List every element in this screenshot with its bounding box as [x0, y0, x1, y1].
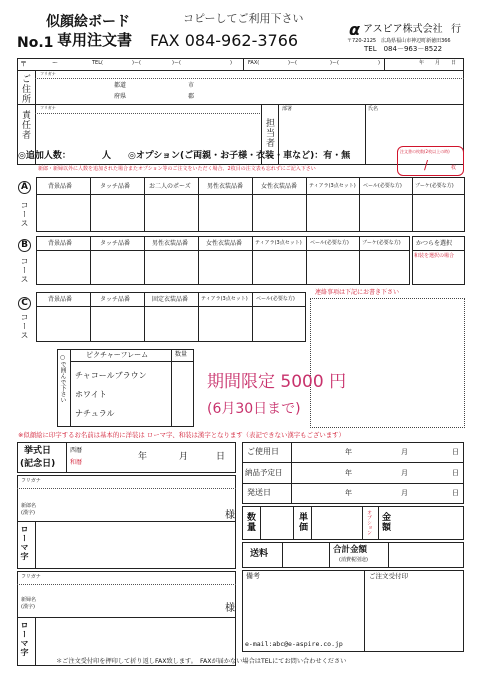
use-date-label: ご使用日	[247, 447, 279, 456]
name-label: 氏名	[368, 106, 379, 112]
company-tel: TEL 084－963－8522	[364, 45, 443, 53]
frame-title: ピクチャーフレーム	[86, 351, 149, 359]
shi-label: 市	[188, 82, 195, 89]
ceremony-label-2: (記念日)	[20, 459, 56, 469]
delivery-month: 月	[401, 469, 408, 477]
frame-qty-input[interactable]	[173, 365, 196, 425]
order-count-unit: 枚	[451, 165, 457, 171]
course-a-col: タッチ品番	[100, 183, 131, 190]
groom-sama: 様	[225, 510, 235, 521]
amount-label: 金額	[380, 512, 390, 532]
course-b-col: ティアラ(3点セット)	[255, 240, 302, 246]
qty-label: 数量	[245, 512, 255, 532]
company-address: 〒720-2125 広島県福山市神辺町新徳田366	[347, 38, 451, 44]
course-c-col: 背景品番	[48, 296, 73, 303]
people-unit: 人	[102, 151, 112, 161]
course-c-label: コース	[20, 313, 29, 340]
amount-input[interactable]	[394, 509, 465, 539]
add-people-label: ◎追加人数：	[18, 151, 71, 161]
course-b-col: 背景品番	[48, 240, 73, 247]
course-b-col: タッチ品番	[100, 240, 131, 247]
katsura-input[interactable]	[414, 262, 467, 284]
option-label: ◎オプション(ご両親・お子様・衣装・車など)：有・無	[128, 151, 351, 161]
course-a-input[interactable]	[38, 197, 466, 231]
fax-close: )	[378, 60, 380, 66]
remarks-textarea[interactable]	[245, 583, 365, 639]
postal-code-input[interactable]	[28, 59, 84, 71]
order-count-label: 注文書の枚数(2枚以上の時)	[400, 149, 450, 154]
frame-side-label: ○で囲んで下さい	[59, 354, 66, 403]
use-year: 年	[345, 448, 352, 456]
address-furigana: フリガナ	[40, 71, 56, 76]
name-notice: ※似顔絵に印字するお名前は基本的に洋装は ローマ字、和装は漢字となります（表記できない漢字もございます）	[18, 431, 345, 439]
frame-qty-label: 数量	[175, 351, 188, 358]
bride-name-input[interactable]	[45, 587, 224, 616]
todofuken-1: 都道	[114, 82, 127, 89]
fax-sep2: )ー(	[330, 60, 339, 66]
footer-note: ＊ご注文受付印を押印して折り返しFAX致します。 FAXが届かない場合はTELにてお問い合わせください	[56, 658, 347, 665]
unit-price-label: 単価	[297, 512, 307, 532]
responsible-label: 責任者	[20, 110, 30, 140]
delivery-day: 日	[452, 469, 459, 477]
course-c-input[interactable]	[38, 309, 308, 341]
course-c-col: タッチ品番	[100, 296, 131, 303]
gun-label: 郡	[188, 93, 195, 100]
address-label: ご住所	[20, 74, 30, 104]
course-a-col: お二人のポーズ	[149, 183, 191, 190]
ceremony-day: 日	[216, 452, 226, 462]
contact-textarea[interactable]	[313, 301, 466, 429]
ceremony-japanese: 和暦	[70, 459, 83, 466]
bride-roman-label: ローマ字	[20, 621, 29, 657]
groom-name-label: 新郎名	[21, 503, 37, 509]
remarks-email: e-mail:abc@e-aspire.co.jp	[245, 640, 343, 648]
course-a-col: 男性衣装品番	[207, 183, 244, 190]
katsura-label: かつらを選択	[416, 240, 453, 247]
option-sublabel: オプション	[366, 510, 372, 535]
tel-label: TEL(	[92, 60, 103, 66]
contact-note: 連絡事項は下記にお書き下さい	[315, 289, 400, 296]
company-name: アスピア株式会社	[363, 24, 443, 35]
address-input[interactable]	[40, 81, 464, 103]
postal-mark: 〒	[20, 60, 27, 68]
course-b-col: ベール(必要な方)	[310, 240, 349, 246]
groom-name-input[interactable]	[45, 491, 224, 520]
course-b-input[interactable]	[38, 253, 412, 285]
course-c-mark: C	[18, 297, 31, 310]
copy-notice: コピーしてご利用下さい	[183, 12, 304, 25]
delivery-date-input[interactable]	[294, 465, 448, 483]
course-b-col: ブーケ(必要な方)	[362, 240, 401, 246]
course-b-col: 女性衣装品番	[206, 240, 243, 247]
tel-close: )	[230, 60, 232, 66]
course-c-col: 固定衣装品番	[152, 296, 189, 303]
katsura-note: 和装を選択の場合	[414, 253, 455, 259]
fax-input[interactable]	[260, 59, 380, 71]
ship-day: 日	[452, 489, 459, 497]
course-a-col: ブーケ(必要な方)	[415, 183, 454, 189]
ship-month: 月	[401, 489, 408, 497]
course-b-col: 男性衣装品番	[152, 240, 189, 247]
bride-sama: 様	[225, 603, 235, 614]
bride-furigana: フリガナ	[21, 574, 41, 580]
company-logo: α	[349, 20, 360, 39]
groom-name-sub: (漢字)	[21, 510, 35, 516]
unit-price-input[interactable]	[314, 509, 364, 539]
ship-date-input[interactable]	[294, 485, 448, 503]
fax-label: FAX(	[248, 60, 260, 66]
course-a-mark: A	[18, 181, 31, 194]
total-label: 合計金額	[333, 545, 368, 555]
tel-sep1: )ー(	[132, 60, 141, 66]
number-label: No.1	[17, 35, 54, 51]
date-day: 日	[451, 60, 457, 66]
course-a-col: ベール(必要な方)	[363, 183, 402, 189]
remarks-label: 備考	[246, 572, 260, 580]
date-year: 年	[419, 60, 425, 66]
page-title-line1: 似顔絵ボード	[46, 14, 130, 30]
receipt-label: ご注文受付印	[369, 572, 408, 580]
promo-line1: 期間限定 5000 円	[207, 372, 347, 392]
course-a-col: ティアラ(3点セット)	[309, 183, 356, 189]
fax-number: FAX 084-962-3766	[150, 31, 299, 50]
course-a-label: コース	[20, 201, 29, 228]
tanto-label: 担当者	[264, 118, 274, 148]
add-people-input[interactable]	[78, 150, 104, 164]
use-day: 日	[452, 448, 459, 456]
course-b-label: コース	[20, 257, 29, 284]
delivery-year: 年	[345, 469, 352, 477]
delivery-date-label: 納品予定日	[245, 468, 283, 477]
course-c-col: ティアラ(3点セット)	[201, 296, 248, 302]
ship-date-label: 発送日	[247, 488, 271, 497]
order-count-input[interactable]	[403, 158, 453, 174]
bride-name-sub: (漢字)	[21, 604, 35, 610]
postal-dash: ー	[52, 60, 59, 67]
ceremony-date-input[interactable]	[88, 446, 237, 472]
promo-line2: (6月30日まで)	[207, 401, 301, 417]
groom-roman-input[interactable]	[38, 524, 237, 568]
ship-year: 年	[345, 489, 352, 497]
page-title-line2: 専用注文書	[57, 31, 133, 49]
options-note: 新郎・新婦以外に人数を追加された場合またオプション等のご注文をいただく場合、2枚目の注文表も忘れずにご記入下さい	[38, 166, 316, 172]
company-suffix: 行	[451, 24, 461, 35]
course-a-col: 背景品番	[48, 183, 73, 190]
course-b-mark: B	[18, 239, 31, 252]
date-month: 月	[435, 60, 441, 66]
course-a-col: 女性衣装品番	[261, 183, 298, 190]
tax-note: (消費税別途)	[339, 557, 368, 563]
ceremony-year: 年	[138, 452, 148, 462]
frame-item-white[interactable]: ホワイト	[75, 390, 107, 399]
ceremony-month: 月	[179, 452, 189, 462]
ceremony-western: 西暦	[70, 447, 83, 454]
fax-sep1: )ー(	[288, 60, 297, 66]
groom-furigana: フリガナ	[21, 478, 41, 484]
bu-label: 部署	[282, 106, 293, 112]
course-c-col: ベール(必要な方)	[256, 296, 295, 302]
shipping-label: 送料	[250, 549, 269, 559]
shipping-input[interactable]	[285, 545, 331, 567]
use-month: 月	[401, 448, 408, 456]
tel-sep2: )ー(	[172, 60, 181, 66]
tel-input[interactable]	[104, 59, 232, 71]
responsible-furigana: フリガナ	[40, 105, 56, 110]
frame-item-natural[interactable]: ナチュラル	[75, 409, 115, 418]
ceremony-label-1: 挙式日	[24, 446, 52, 456]
total-input[interactable]	[391, 545, 465, 567]
use-date-input[interactable]	[294, 444, 448, 462]
frame-item-charcoal[interactable]: チャコールブラウン	[75, 371, 147, 380]
bride-name-label: 新婦名	[21, 597, 37, 603]
todofuken-2: 府県	[114, 93, 127, 100]
order-count-sep: /	[424, 158, 429, 172]
groom-roman-label: ローマ字	[20, 525, 29, 561]
qty-input[interactable]	[263, 509, 295, 539]
